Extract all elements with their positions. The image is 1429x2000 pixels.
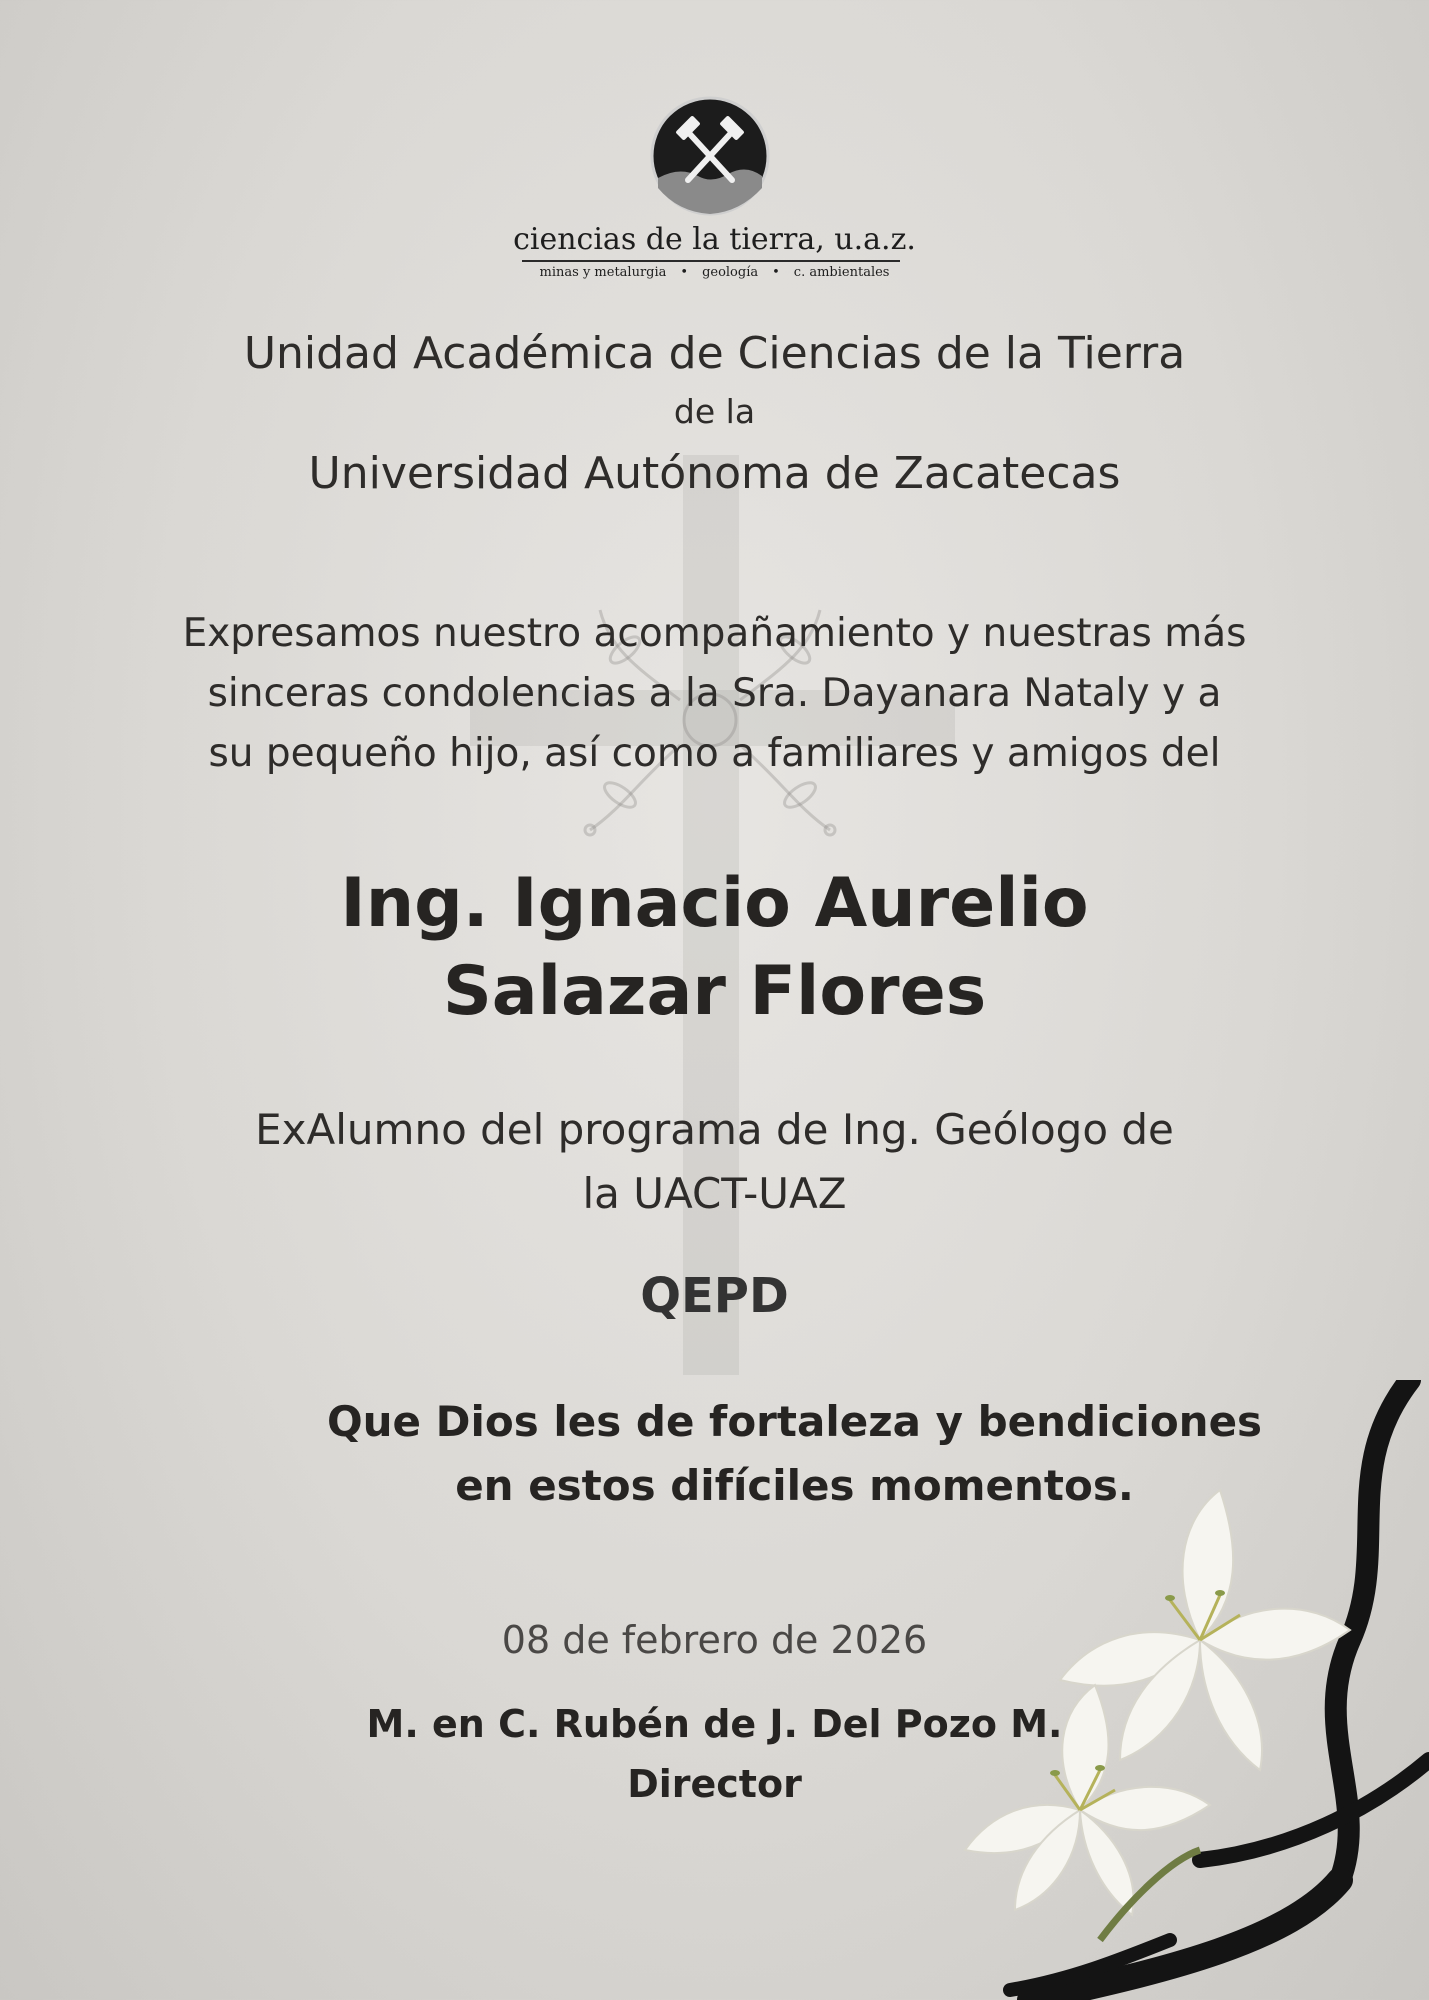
message-line: su pequeño hijo, así como a familiares y amigos del xyxy=(208,731,1221,776)
name-line: Ing. Ignacio Aurelio xyxy=(340,864,1089,943)
separator-dot: • xyxy=(680,265,689,280)
lily-icon xyxy=(870,1380,1429,2000)
brand-divider xyxy=(522,260,900,262)
date-text: 08 de febrero de 2026 xyxy=(501,1618,928,1662)
signer-name: M. en C. Rubén de J. Del Pozo M. xyxy=(366,1702,1063,1746)
role-line: ExAlumno del programa de Ing. Geólogo de xyxy=(255,1105,1174,1154)
connector-text: de la xyxy=(673,392,756,431)
role-line: la UACT-UAZ xyxy=(582,1169,847,1218)
unit-name: Unidad Académica de Ciencias de la Tierra xyxy=(243,328,1186,379)
message-line: Expresamos nuestro acompañamiento y nuestras más xyxy=(182,611,1247,656)
message-line: sinceras condolencias a la Sra. Dayanara Nataly y a xyxy=(207,671,1222,716)
program-geologia: geología xyxy=(702,265,759,280)
blessing-line: en estos difíciles momentos. xyxy=(455,1461,1134,1510)
brand-programs xyxy=(0,265,1429,280)
condolence-message xyxy=(0,604,1429,784)
signer-title: Director xyxy=(627,1762,802,1806)
program-minas: minas y metalurgia xyxy=(539,265,667,280)
name-line: Salazar Flores xyxy=(442,952,987,1031)
brand-name: ciencias de la tierra, u.a.z. xyxy=(513,222,916,257)
university-name: Universidad Autónoma de Zacatecas xyxy=(308,448,1121,499)
program-ambientales: c. ambientales xyxy=(793,265,890,280)
separator-dot: • xyxy=(772,265,780,280)
deceased-name xyxy=(0,860,1429,1036)
crossed-hammers-icon xyxy=(650,96,770,216)
qepd-text: QEPD xyxy=(640,1268,789,1324)
deceased-role xyxy=(0,1098,1429,1226)
blessing-line: Que Dios les de fortaleza y bendiciones xyxy=(326,1397,1263,1446)
